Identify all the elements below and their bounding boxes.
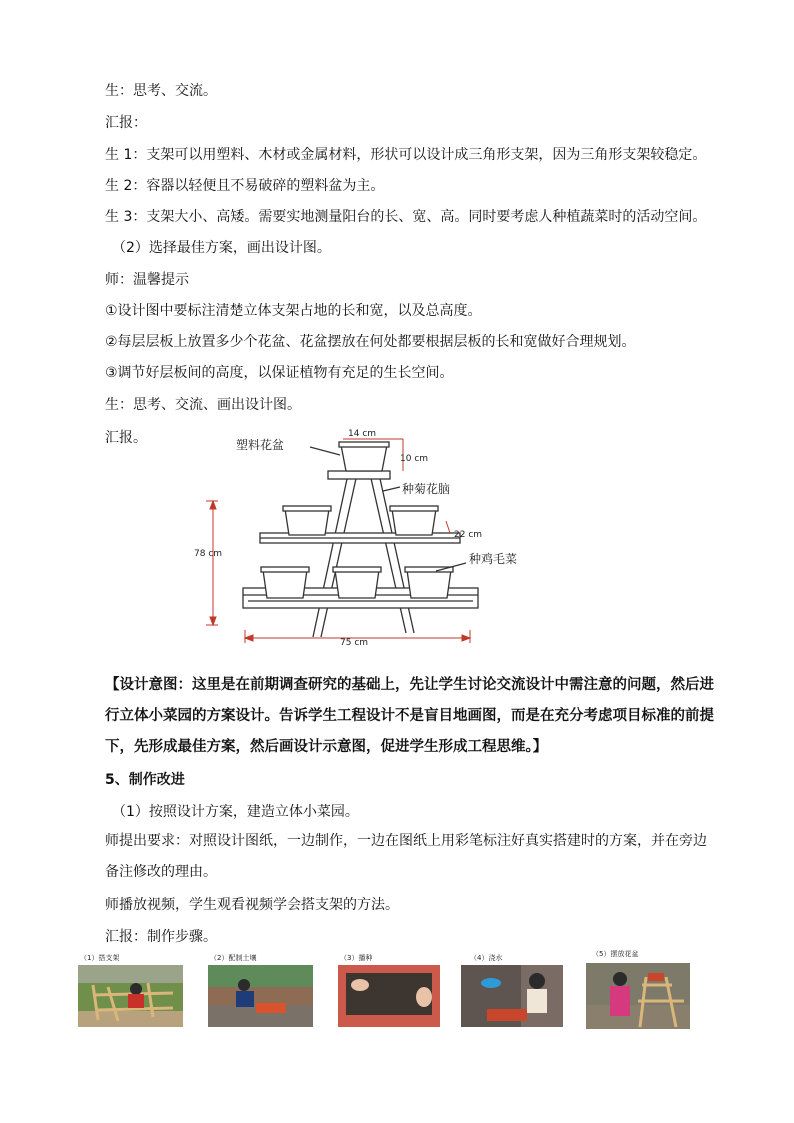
line-report-2: 汇报。	[105, 430, 147, 446]
line-tip-1: ①设计图中要标注清楚立体支架占地的长和宽，以及总高度。	[105, 303, 482, 319]
dim-total-height: 78 cm	[194, 549, 223, 559]
step-caption-5: （5）摆放花盆	[592, 950, 639, 958]
line-tip-2: ②每层层板上放置多少个花盆、花盆摆放在何处都要根据层板的长和宽做好合理规划。	[105, 334, 636, 350]
design-diagram	[188, 425, 558, 650]
step-caption-3: （3）播种	[340, 954, 373, 962]
line-student3: 生 3：支架大小、高矮。需要实地测量阳台的长、宽、高。同时要考虑人种植蔬菜时的活动空间。	[105, 209, 707, 225]
line-student2: 生 2：容器以轻便且不易破碎的塑料盆为主。	[105, 178, 385, 194]
label-chrysanthemum: 种菊花脑	[402, 482, 451, 496]
design-intent: 【设计意图：这里是在前期调查研究的基础上，先让学生讨论交流设计中需注意的问题，然后进行立体小菜园的方案设计。告诉学生工程设计不是盲目地画图，而是在充分考虑项目标准的前提下，先形成最佳方案，然后画设计示意图，促进学生形成工程思维。】	[105, 676, 714, 755]
pot-mid-left	[285, 509, 329, 535]
step-photo-build-frame	[78, 965, 183, 1027]
line-draw-design: 生：思考、交流、画出设计图。	[105, 397, 301, 413]
step-photo-water	[461, 965, 563, 1027]
line-play-video: 师播放视频，学生观看视频学会搭支架的方法。	[105, 897, 399, 913]
step-caption-1: （1）搭支架	[80, 954, 120, 962]
step-caption-4: （4）浇水	[470, 954, 503, 962]
line-build-garden: （1）按照设计方案，建造立体小菜园。	[112, 804, 359, 820]
line-student1: 生 1：支架可以用塑料、木材或金属材料，形状可以设计成三角形支架，因为三角形支架较稳定。	[105, 147, 707, 163]
line-teacher-tips: 师：温馨提示	[105, 272, 189, 288]
pot-bottom-left	[263, 570, 307, 598]
shelf-top	[328, 471, 390, 479]
label-amaranth: 种鸡毛菜	[469, 552, 518, 566]
line-choose-plan: （2）选择最佳方案，画出设计图。	[112, 240, 331, 256]
pot-mid-right	[392, 509, 436, 535]
line-tip-3: ③调节好层板间的高度，以保证植物有充足的生长空间。	[105, 365, 454, 381]
dim-shelf-depth: 22 cm	[454, 530, 483, 540]
pot-bottom-right	[407, 570, 451, 598]
line-teacher-requirement: 师提出要求：对照设计图纸，一边制作，一边在图纸上用彩笔标注好真实搭建时的方案，并在旁边备注修改的理由。	[105, 833, 707, 880]
dim-pot-width: 14 cm	[348, 429, 377, 439]
pot-top	[341, 445, 387, 471]
ladder-leg-left	[313, 465, 350, 637]
line-report: 汇报：	[105, 115, 147, 131]
line-report-steps: 汇报：制作步骤。	[105, 929, 217, 945]
pot-bottom-center	[335, 570, 379, 598]
step-caption-2: （2）配制土壤	[210, 954, 257, 962]
section-heading-make-improve: 5、制作改进	[105, 772, 185, 788]
step-photo-sow	[338, 965, 440, 1027]
dim-total-length: 75 cm	[340, 638, 369, 648]
label-plastic-pot: 塑料花盆	[236, 438, 285, 452]
step-photo-mix-soil	[208, 965, 313, 1027]
line-think-exchange: 生：思考、交流。	[105, 83, 217, 99]
step-photo-place-pots	[586, 963, 690, 1029]
dim-pot-gap: 10 cm	[400, 454, 429, 464]
